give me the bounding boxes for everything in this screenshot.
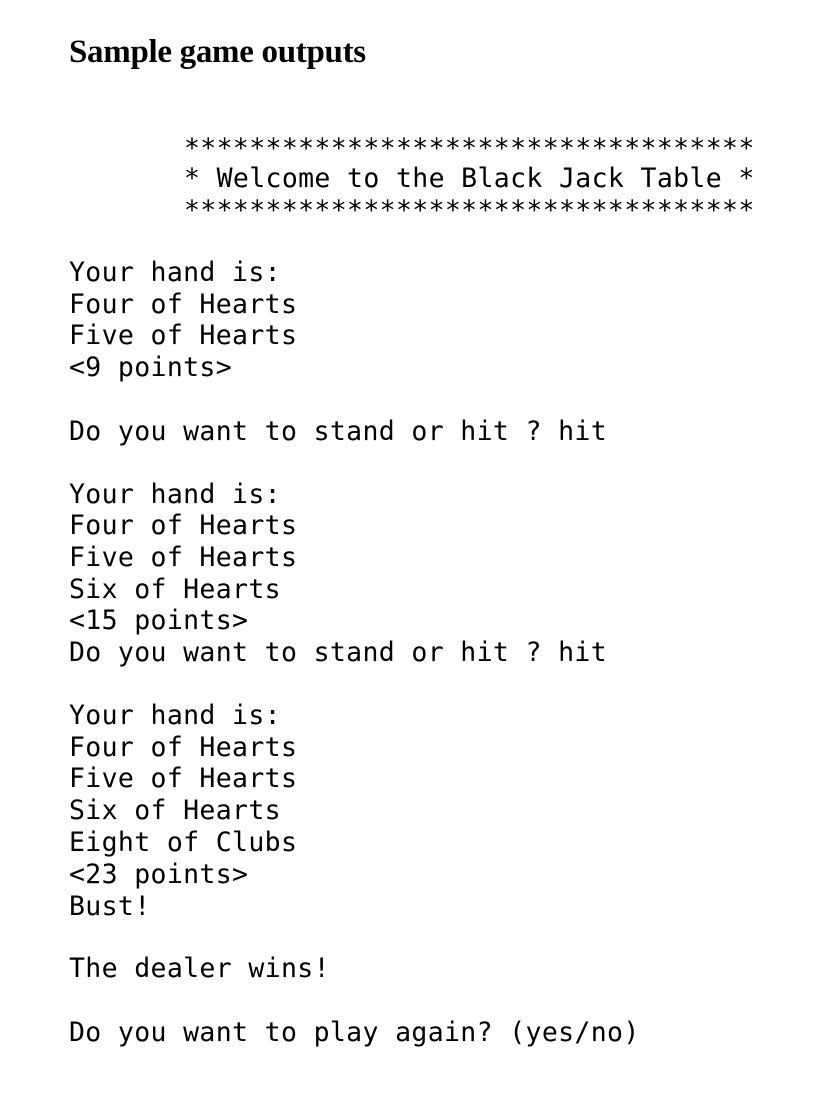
round3-points: <23 points> — [69, 859, 249, 890]
replay-prompt: Do you want to play again? (yes/no) — [69, 1017, 640, 1048]
banner-welcome: * Welcome to the Black Jack Table * — [184, 163, 755, 194]
round2-points: <15 points> — [69, 605, 249, 636]
round3-card: Eight of Clubs — [69, 827, 298, 858]
page-title: Sample game outputs — [69, 34, 366, 70]
round1-hand-header: Your hand is: — [69, 257, 281, 288]
round2-card: Five of Hearts — [69, 542, 298, 573]
round2-hand-header: Your hand is: — [69, 479, 281, 510]
round2-card: Four of Hearts — [69, 510, 298, 541]
round2-card: Six of Hearts — [69, 574, 281, 605]
round3-card: Six of Hearts — [69, 795, 281, 826]
round1-card: Five of Hearts — [69, 320, 298, 351]
round3-card: Four of Hearts — [69, 732, 298, 763]
game-result: The dealer wins! — [69, 953, 330, 984]
banner-bottom-border: *********************************** — [184, 195, 755, 226]
round3-card: Five of Hearts — [69, 763, 298, 794]
round2-prompt: Do you want to stand or hit ? hit — [69, 637, 608, 668]
round1-prompt: Do you want to stand or hit ? hit — [69, 416, 608, 447]
banner-top-border: *********************************** — [184, 133, 755, 164]
round3-hand-header: Your hand is: — [69, 700, 281, 731]
bust-status: Bust! — [69, 891, 151, 922]
round1-card: Four of Hearts — [69, 289, 298, 320]
round1-points: <9 points> — [69, 352, 233, 383]
